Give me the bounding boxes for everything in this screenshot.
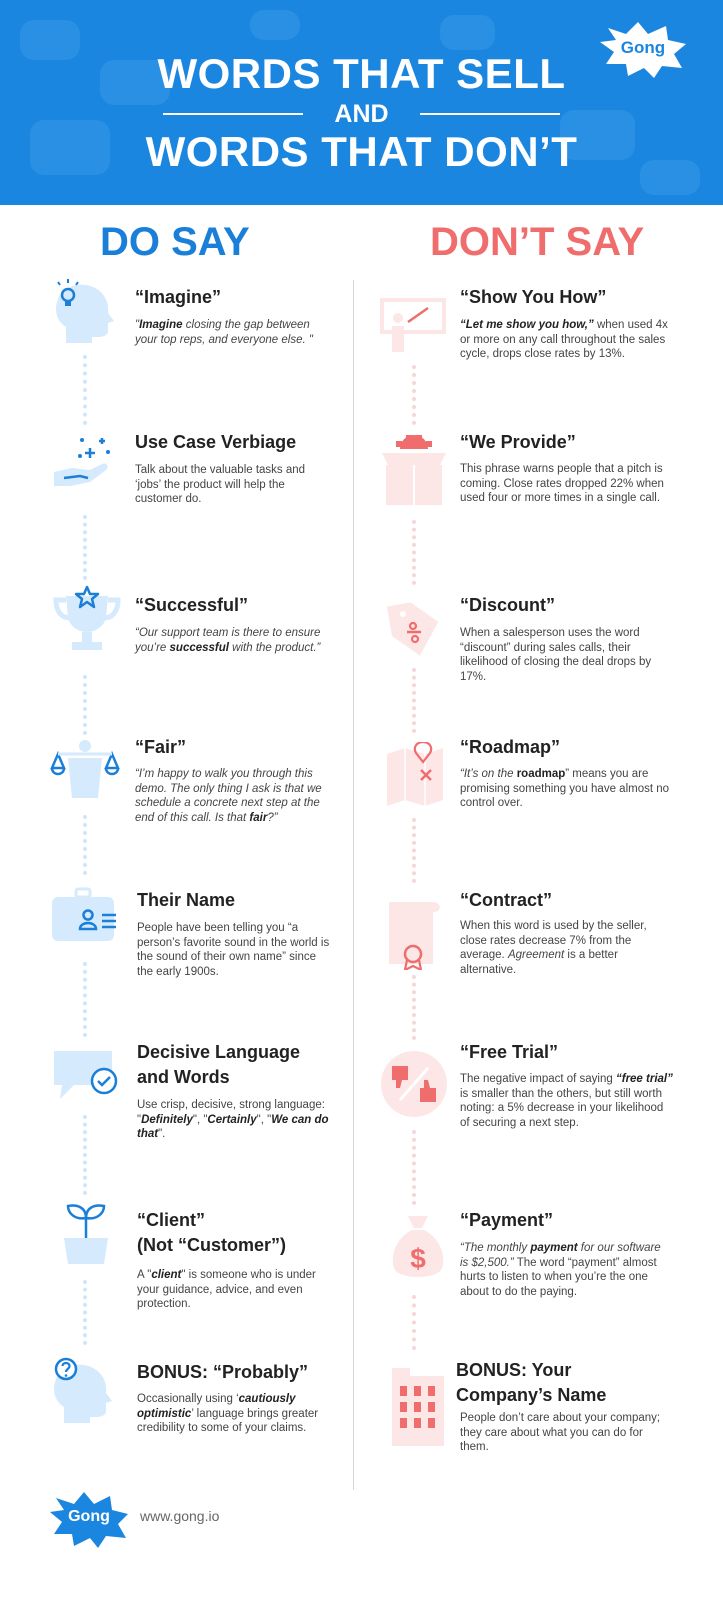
dont-item-body: “It’s on the roadmap” means you are promising something you have almost no control over.: [460, 768, 670, 809]
do-item-title-line: “Client”: [137, 1210, 206, 1230]
footer-gong-logo[interactable]: [48, 1490, 130, 1548]
dont-item-body: “The monthly payment for our software is $2,500.” The word “payment” almost hurts to listen to when you’re the one about to do the paying.: [460, 1242, 661, 1298]
decorative-bubble: [440, 15, 495, 50]
connector-dots: [412, 1295, 416, 1350]
do-item-body: "Imagine closing the gap between your top reps, and everyone else. ": [135, 319, 313, 346]
connector-dots: [83, 515, 87, 580]
dont-item-title: “Free Trial”: [460, 1042, 559, 1062]
gong-logo: [598, 20, 688, 78]
connector-dots: [83, 1115, 87, 1195]
chat-check-icon: [50, 1045, 120, 1115]
do-item-title: BONUS: “Probably”: [137, 1362, 309, 1382]
connector-dots: [83, 675, 87, 735]
id-card-icon: [50, 885, 120, 955]
dont-item-body: People don’t care about your company; they care about what you can do for them.: [460, 1412, 661, 1453]
connector-dots: [83, 962, 87, 1037]
do-item-body: Occasionally using ‘cautiously optimistic’ language brings greater credibility to some of your claims.: [137, 1393, 319, 1434]
title-line-2: AND: [334, 100, 389, 128]
do-say-heading: DO SAY: [100, 220, 250, 264]
certificate-icon: [385, 898, 455, 968]
dont-item-title: “Roadmap”: [460, 737, 561, 757]
do-item-title: Use Case Verbiage: [135, 432, 297, 452]
dont-say-heading: DON’T SAY: [430, 220, 645, 264]
dont-item-title: “Payment”: [460, 1210, 554, 1230]
do-item-body: A "client" is someone who is under your guidance, advice, and even protection.: [137, 1269, 316, 1310]
column-divider: [353, 280, 354, 1490]
connector-dots: [83, 355, 87, 425]
trophy-icon: [52, 582, 122, 652]
do-item-title: “Fair”: [135, 737, 187, 757]
title-line-3: WORDS THAT DON’T: [145, 128, 578, 175]
do-item-body: “I’m happy to walk you through this demo. The only thing I ask is that we schedule a concrete next step at the end of this call. Is that fair?”: [135, 768, 322, 824]
svg-text:$: $: [410, 1243, 426, 1274]
dont-item-title: “Discount”: [460, 595, 556, 615]
do-item-title-line: and Words: [137, 1067, 230, 1087]
dont-item-body: This phrase warns people that a pitch is coming. Close rates dropped 22% when used four or more times in a single call.: [460, 463, 664, 504]
do-item-body: Use crisp, decisive, strong language: "Definitely", "Certainly", "We can do that".: [137, 1099, 329, 1140]
do-item-title: “Successful”: [135, 595, 249, 615]
scales-icon: [48, 738, 118, 808]
footer-gong-logo-text: Gong: [68, 1508, 110, 1525]
box-gear-icon: [378, 435, 448, 505]
connector-dots: [412, 818, 416, 883]
dont-item-body: When this word is used by the seller, close rates decrease 7% from the average. Agreement is a better alternative.: [460, 920, 647, 976]
connector-dots: [83, 815, 87, 875]
dont-item-title: “We Provide”: [460, 432, 576, 452]
do-item-title: “Imagine”: [135, 287, 222, 307]
hand-sparkle-icon: [50, 432, 120, 502]
dont-item-body: “Let me show you how,” when used 4x or more on any call throughout the sales cycle, drops close rates by 13%.: [460, 319, 668, 360]
footer-url-link[interactable]: www.gong.io: [140, 1508, 220, 1524]
dont-item-title-line: BONUS: Your: [456, 1360, 572, 1380]
do-item-title: [137, 1208, 286, 1258]
do-item-body: “Our support team is there to ensure you’re successful with the product.”: [135, 627, 321, 654]
connector-dots: [412, 1130, 416, 1205]
dont-item-body: The negative impact of saying “free trial” is smaller than the others, but still worth noting: a 5% decrease in your likelihood of securing a next step.: [460, 1073, 673, 1129]
connector-dots: [412, 668, 416, 733]
connector-dots: [83, 1280, 87, 1345]
do-item-title-line: Decisive Language: [137, 1042, 301, 1062]
plant-icon: [58, 1200, 128, 1270]
presentation-icon: [378, 292, 448, 362]
title-line-1: WORDS THAT SELL: [157, 50, 566, 97]
do-item-title: [137, 1040, 300, 1090]
map-icon: [385, 742, 455, 812]
dont-item-title: [456, 1358, 606, 1408]
do-item-body: Talk about the valuable tasks and ‘jobs’ the product will help the customer do.: [135, 464, 306, 505]
dont-item-title: “Show You How”: [460, 287, 607, 307]
do-item-title: Their Name: [137, 890, 236, 910]
connector-dots: [412, 975, 416, 1040]
building-icon: [388, 1362, 458, 1432]
dont-item-title-line: Company’s Name: [456, 1385, 607, 1405]
do-item-body: People have been telling you “a person’s favorite sound in the world is the sound of their own name” since the early 1900s.: [137, 922, 330, 978]
title-divider-right: [420, 113, 560, 115]
gong-logo-text: Gong: [620, 38, 666, 57]
connector-dots: [412, 520, 416, 585]
do-item-title-line: (Not “Customer”): [137, 1235, 286, 1255]
connector-dots: [412, 365, 416, 425]
dont-item-title: “Contract”: [460, 890, 553, 910]
header-banner: [0, 0, 723, 205]
money-bag-icon: [388, 1212, 458, 1282]
head-question-icon: [50, 1355, 120, 1425]
head-lightbulb-icon: [48, 265, 118, 335]
price-tag-icon: [385, 598, 455, 668]
thumbs-percent-icon: [380, 1050, 450, 1120]
dont-item-body: When a salesperson uses the word “discount” during sales calls, their likelihood of closing the deal drops by 17%.: [460, 627, 652, 683]
decorative-bubble: [250, 10, 300, 40]
